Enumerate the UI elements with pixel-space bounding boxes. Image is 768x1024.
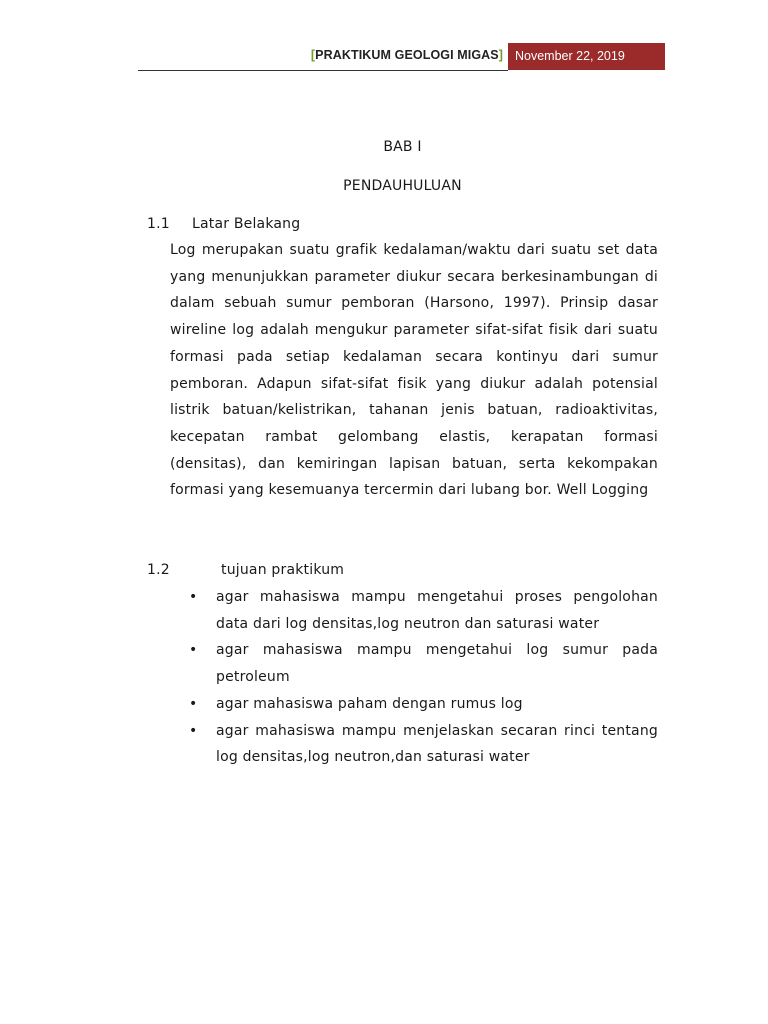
- header-bracket-open: [: [310, 48, 316, 62]
- chapter-label: BAB I: [383, 139, 422, 155]
- list-item: [189, 637, 658, 690]
- list-item: [189, 718, 658, 771]
- section-number: 1.1: [147, 216, 170, 232]
- header-title-text: PRAKTIKUM GEOLOGI MIGAS: [315, 48, 499, 62]
- chapter-title: PENDAUHULUAN: [343, 178, 462, 194]
- section-paragraph: Log merupakan suatu grafik kedalaman/waktu dari suatu set data yang menunjukkan parameter diukur secara berkesinambungan di dalam sebuah sumur pemboran (Harsono, 1997). Prinsip dasar wireline log adalah mengukur parameter sifat-sifat fisik dari suatu formasi pada setiap kedalaman secara kontinyu dari sumur pemboran. Adapun sifat-sifat fisik yang diukur adalah potensial listrik batuan/kelistrikan, tahanan jenis batuan, radioaktivitas, kecepatan rambat gelombang elastis, kerapatan formasi (densitas), dan kemiringan lapisan batuan, serta kekompakan formasi yang kesemuanya tercermin dari lubang bor. Well Logging: [170, 242, 658, 499]
- list-item-text: agar mahasiswa paham dengan rumus log: [216, 695, 523, 712]
- page-header: [138, 43, 665, 71]
- bullet-icon: •: [189, 642, 198, 659]
- header-rule: [138, 70, 508, 71]
- bullet-icon: •: [189, 695, 198, 712]
- section-title: tujuan praktikum: [221, 562, 345, 578]
- header-date: November 22, 2019: [508, 43, 665, 70]
- bullet-icon: •: [189, 722, 198, 739]
- section-title: Latar Belakang: [192, 216, 301, 232]
- objectives-list: [189, 584, 658, 771]
- bullet-icon: •: [189, 589, 198, 605]
- list-item-text: agar mahasiswa mampu mengetahui proses pengolohan data dari log densitas,log neutron dan saturasi water: [216, 589, 658, 632]
- list-item-text: agar mahasiswa mampu mengetahui log sumur pada petroleum: [216, 642, 658, 686]
- list-item: [189, 691, 658, 718]
- list-item: [189, 584, 658, 637]
- header-bracket-close: ]: [498, 48, 503, 62]
- header-title: [311, 48, 503, 62]
- section-number: 1.2: [147, 562, 170, 578]
- list-item-text: agar mahasiswa mampu menjelaskan secaran rinci tentang log densitas,log neutron,dan saturasi water: [216, 722, 658, 766]
